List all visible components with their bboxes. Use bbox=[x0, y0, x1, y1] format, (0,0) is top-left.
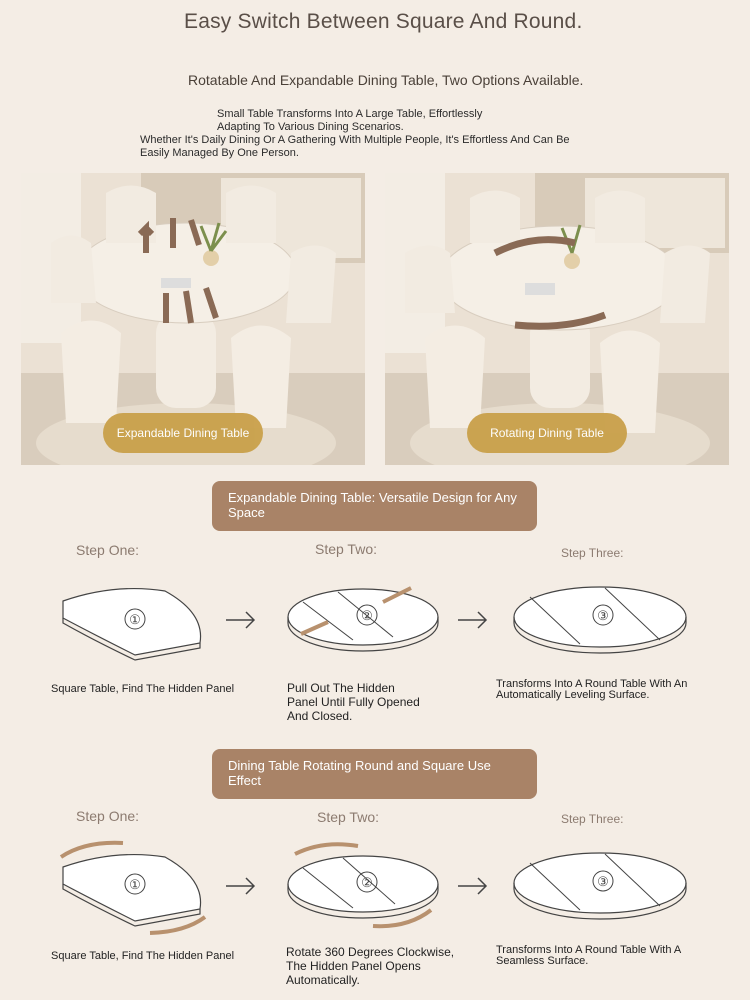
arrow-right-icon bbox=[224, 610, 258, 630]
step-two-title: Step Two: bbox=[315, 541, 378, 557]
description-line: Whether It's Daily Dining Or A Gathering With Multiple People, It's Effortless And Can Be bbox=[140, 134, 570, 146]
step-number: ③ bbox=[597, 608, 609, 623]
photo-label-pill: Expandable Dining Table bbox=[103, 413, 263, 453]
step-two-title: Step Two: bbox=[317, 809, 380, 825]
step-two-caption: Rotate 360 Degrees Clockwise, The Hidden Panel Opens Automatically. bbox=[286, 945, 455, 987]
page-subtitle: Rotatable And Expandable Dining Table, Two Options Available. bbox=[188, 72, 584, 88]
arrow-right-icon bbox=[456, 876, 490, 896]
step-three-title: Step Three: bbox=[561, 812, 624, 826]
step-three-caption: Transforms Into A Round Table With A Seamless Surface. bbox=[496, 944, 681, 967]
step-three-title: Step Three: bbox=[561, 546, 624, 560]
page-title: Easy Switch Between Square And Round. bbox=[184, 10, 583, 33]
step-one-title: Step One: bbox=[76, 542, 140, 558]
step-one-title: Step One: bbox=[76, 808, 140, 824]
rotating-table-photo bbox=[385, 173, 729, 465]
step-one-caption: Square Table, Find The Hidden Panel bbox=[51, 683, 235, 695]
arrow-right-icon bbox=[456, 610, 490, 630]
description-line: Adapting To Various Dining Scenarios. bbox=[217, 121, 404, 133]
round-table-diagram bbox=[510, 582, 690, 662]
rotate-panel-diagram bbox=[283, 838, 443, 938]
arrow-right-icon bbox=[224, 876, 258, 896]
description-line: Easily Managed By One Person. bbox=[140, 147, 299, 159]
step-number: ② bbox=[361, 875, 373, 890]
pull-panel-diagram bbox=[283, 582, 443, 662]
round-table-diagram bbox=[510, 848, 690, 928]
section-banner-expandable: Expandable Dining Table: Versatile Design for Any Space bbox=[212, 481, 537, 531]
step-number: ① bbox=[129, 612, 141, 627]
photo-label-pill: Rotating Dining Table bbox=[467, 413, 627, 453]
step-three-caption: Transforms Into A Round Table With An Automatically Leveling Surface. bbox=[496, 678, 688, 701]
description-line: Small Table Transforms Into A Large Table, Effortlessly bbox=[217, 108, 483, 120]
expandable-table-photo bbox=[21, 173, 365, 465]
step-two-caption: Pull Out The Hidden Panel Until Fully Opened And Closed. bbox=[287, 681, 420, 723]
step-number: ③ bbox=[597, 874, 609, 889]
step-number: ② bbox=[361, 608, 373, 623]
square-table-rotate-diagram bbox=[55, 837, 215, 937]
step-one-caption: Square Table, Find The Hidden Panel bbox=[51, 950, 235, 962]
step-number: ① bbox=[129, 877, 141, 892]
square-table-diagram bbox=[55, 583, 215, 663]
section-banner-rotating: Dining Table Rotating Round and Square Use Effect bbox=[212, 749, 537, 799]
